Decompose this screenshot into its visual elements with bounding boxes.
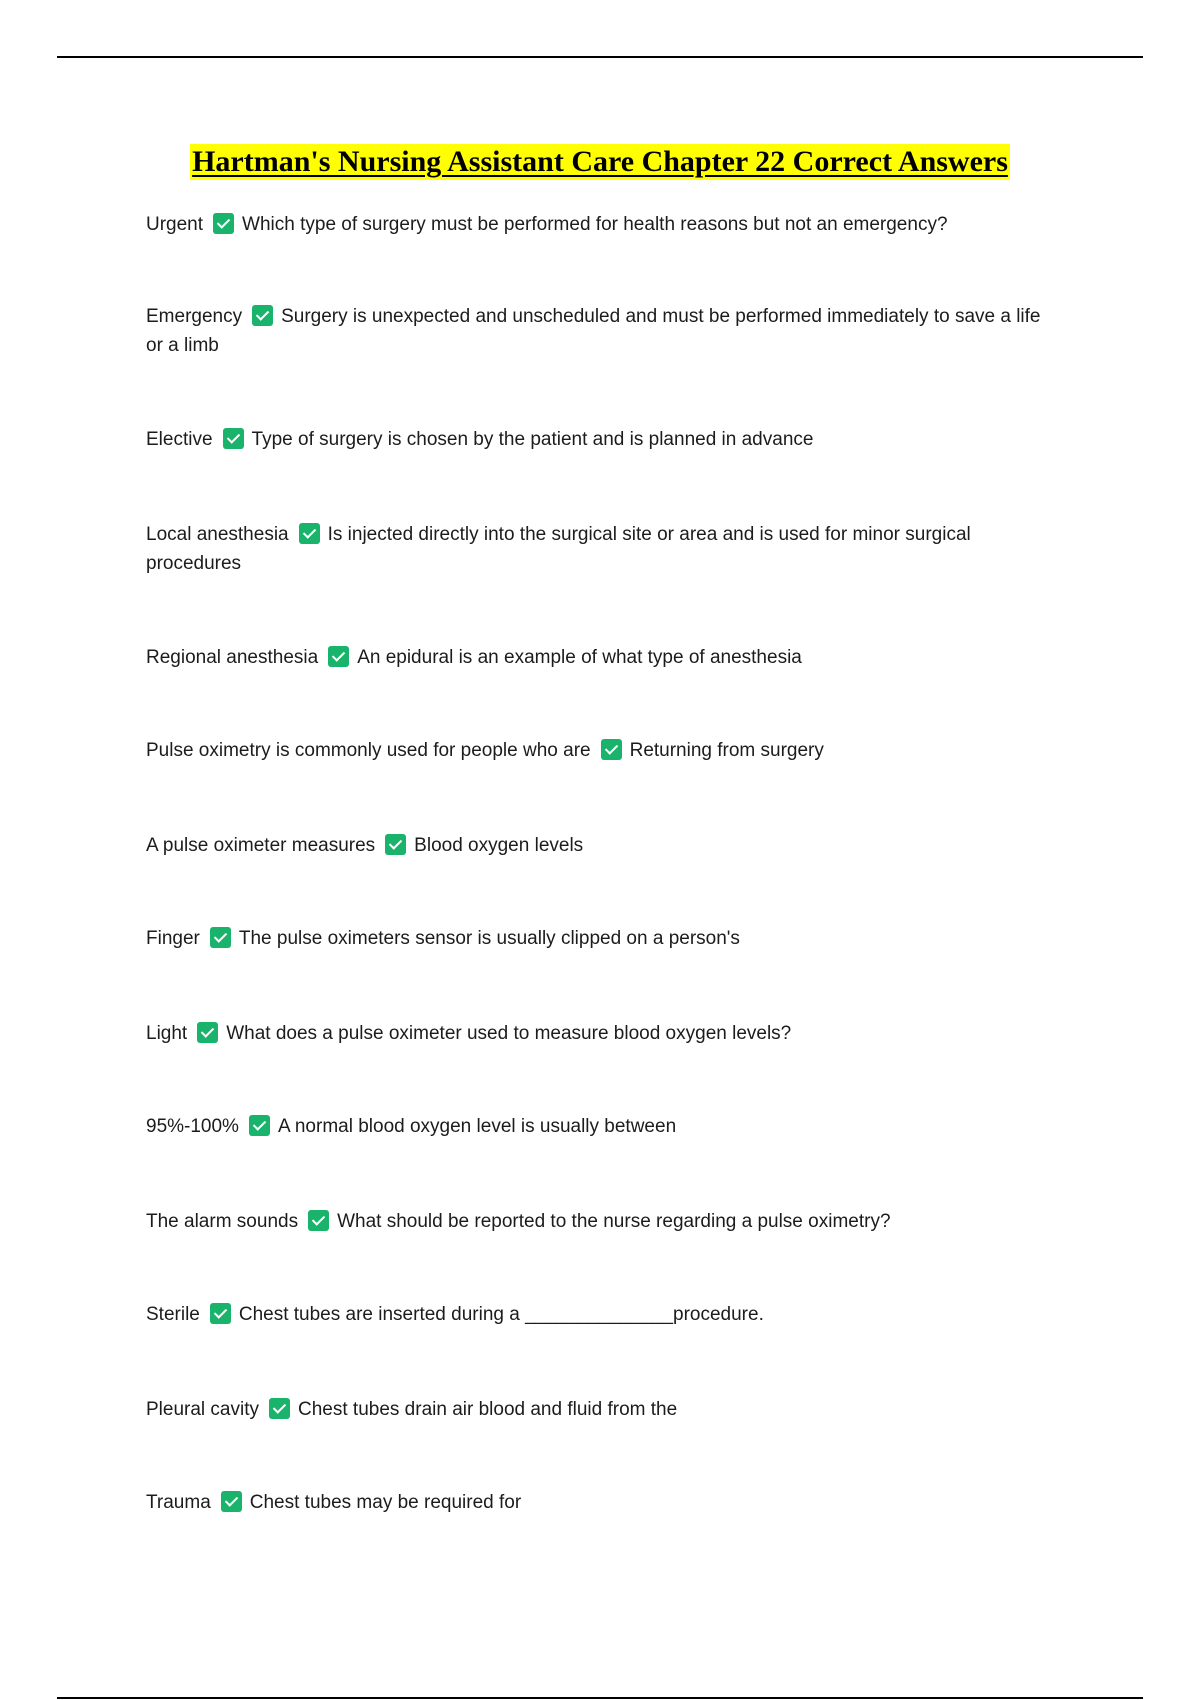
check-icon	[385, 834, 406, 855]
qa-item	[146, 924, 1056, 953]
qa-item	[146, 1300, 1056, 1329]
qa-item	[146, 425, 1056, 454]
check-icon	[269, 1398, 290, 1419]
check-icon	[252, 305, 273, 326]
qa-definition: Type of surgery is chosen by the patient and is planned in advance	[251, 429, 814, 450]
qa-term: 95%-100%	[146, 1116, 239, 1137]
qa-term: Elective	[146, 429, 213, 450]
qa-definition: Chest tubes are inserted during a ______________procedure.	[238, 1304, 764, 1325]
qa-definition: Surgery is unexpected and unscheduled and must be performed immediately to save a life or a limb	[146, 306, 1041, 356]
top-rule	[57, 56, 1143, 58]
qa-definition: Chest tubes may be required for	[249, 1492, 522, 1513]
qa-item	[146, 210, 1056, 239]
qa-item	[146, 520, 1056, 578]
qa-item	[146, 643, 1056, 672]
qa-term: Pleural cavity	[146, 1399, 259, 1420]
check-icon	[197, 1022, 218, 1043]
qa-definition: What should be reported to the nurse regarding a pulse oximetry?	[337, 1211, 891, 1232]
check-icon	[221, 1491, 242, 1512]
qa-item	[146, 1207, 1056, 1236]
qa-item	[146, 831, 1056, 860]
qa-item	[146, 1395, 1056, 1424]
bottom-rule	[57, 1697, 1143, 1699]
check-icon	[328, 646, 349, 667]
qa-definition: The pulse oximeters sensor is usually clipped on a person's	[238, 928, 740, 949]
qa-definition: An epidural is an example of what type of anesthesia	[357, 647, 802, 668]
check-icon	[213, 213, 234, 234]
qa-term: Emergency	[146, 306, 243, 327]
qa-item	[146, 736, 1056, 765]
qa-term: Local anesthesia	[146, 524, 289, 545]
qa-term: Sterile	[146, 1304, 200, 1325]
page-title: Hartman's Nursing Assistant Care Chapter 22 Correct Answers	[192, 145, 1008, 178]
qa-definition: What does a pulse oximeter used to measure blood oxygen levels?	[226, 1023, 792, 1044]
title-container	[0, 144, 1200, 180]
qa-definition: Blood oxygen levels	[414, 835, 584, 856]
qa-term: Finger	[146, 928, 200, 949]
check-icon	[299, 523, 320, 544]
qa-item	[146, 1112, 1056, 1141]
qa-term: Regional anesthesia	[146, 647, 319, 668]
qa-term: Urgent	[146, 214, 204, 235]
check-icon	[249, 1115, 270, 1136]
qa-item	[146, 1019, 1056, 1048]
qa-definition: Returning from surgery	[629, 740, 824, 761]
qa-term: A pulse oximeter measures	[146, 835, 376, 856]
qa-term: The alarm sounds	[146, 1211, 299, 1232]
qa-definition: Chest tubes drain air blood and fluid from the	[298, 1399, 678, 1420]
qa-item	[146, 1488, 1056, 1517]
check-icon	[601, 739, 622, 760]
check-icon	[210, 1303, 231, 1324]
qa-definition: Which type of surgery must be performed for health reasons but not an emergency?	[242, 214, 948, 235]
check-icon	[223, 428, 244, 449]
qa-definition: Is injected directly into the surgical site or area and is used for minor surgical procedures	[146, 524, 971, 574]
qa-term: Pulse oximetry is commonly used for people who are	[146, 740, 591, 761]
qa-term: Trauma	[146, 1492, 211, 1513]
check-icon	[210, 927, 231, 948]
qa-term: Light	[146, 1023, 188, 1044]
qa-definition: A normal blood oxygen level is usually between	[277, 1116, 677, 1137]
qa-item	[146, 302, 1056, 360]
check-icon	[308, 1210, 329, 1231]
